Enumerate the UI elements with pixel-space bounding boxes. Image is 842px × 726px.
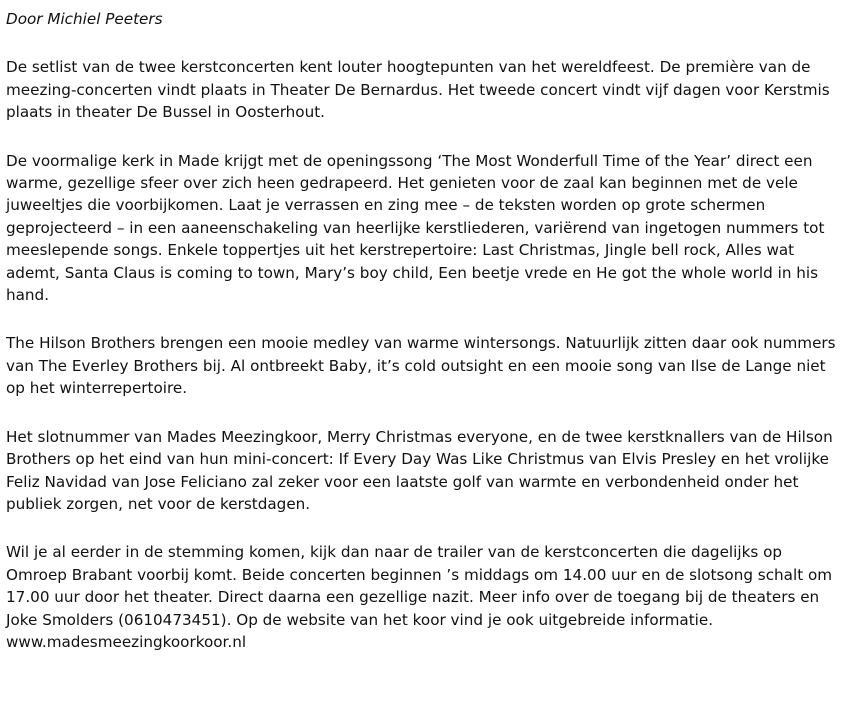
- byline: Door Michiel Peeters: [6, 10, 163, 28]
- paragraph-setlist: De setlist van de twee kerstconcerten kent louter hoogtepunten van het wereldfeest. De première van de meezing-concerten vindt plaats in Theater De Bernardus. Het tweede concert vindt vijf dagen voor Kerstmis plaats in theater De Bussel in Oosterhout.: [6, 58, 830, 122]
- paragraph-info: Wil je al eerder in de stemming komen, kijk dan naar de trailer van de kerstconcerten die dagelijks op Omroep Brabant voorbij komt. Beide concerten beginnen ’s middags om 14.00 uur en de slotsong schalt om 17.00 uur door het theater. Direct daarna een gezellige nazit. Meer info over de toegang bij de theaters en Joke Smolders (0610473451). Op de website van het koor vind je ook uitgebreide informatie.: [6, 543, 833, 629]
- paragraph-hilson-brothers: The Hilson Brothers brengen een mooie medley van warme wintersongs. Natuurlijk zitten daar ook nummers van The Everley Brothers bij. Al ontbreekt Baby, it’s cold outsight en een mooie song van Ilse de Lange niet op het winterrepertoire.: [6, 334, 836, 398]
- paragraph-finale: Het slotnummer van Mades Meezingkoor, Merry Christmas everyone, en de twee kerstknallers van de Hilson Brothers op het eind van hun mini-concert: If Every Day Was Like Christmus van Elvis Presley en het vrolijke Feliz Navidad van Jose Feliciano zal zeker voor een laatste golf van warmte en verbondenheid onder het publiek zorgen, net voor de kerstdagen.: [6, 427, 833, 513]
- article: [6, 8, 838, 653]
- paragraph-info-block: [6, 541, 838, 653]
- paragraph-opening: De voormalige kerk in Made krijgt met de openingssong ‘The Most Wonderfull Time of the Year’ direct een warme, gezellige sfeer over zich heen gedrapeerd. Het genieten voor de zaal kan beginnen met de vele juweeltjes die voorbijkomen. Laat je verrassen en zing mee – de teksten worden op grote schermen geprojecteerd – in een aaneenschakeling van heerlijke kerstliederen, variërend van ingetogen nummers tot meeslepende songs. Enkele toppertjes uit het kerstrepertoire: Last Christmas, Jingle bell rock, Alles wat ademt, Santa Claus is coming to town, Mary’s boy child, Een beetje vrede en He got the whole world in his hand.: [6, 151, 825, 305]
- website-link[interactable]: www.madesmeezingkoorkoor.nl: [6, 632, 247, 651]
